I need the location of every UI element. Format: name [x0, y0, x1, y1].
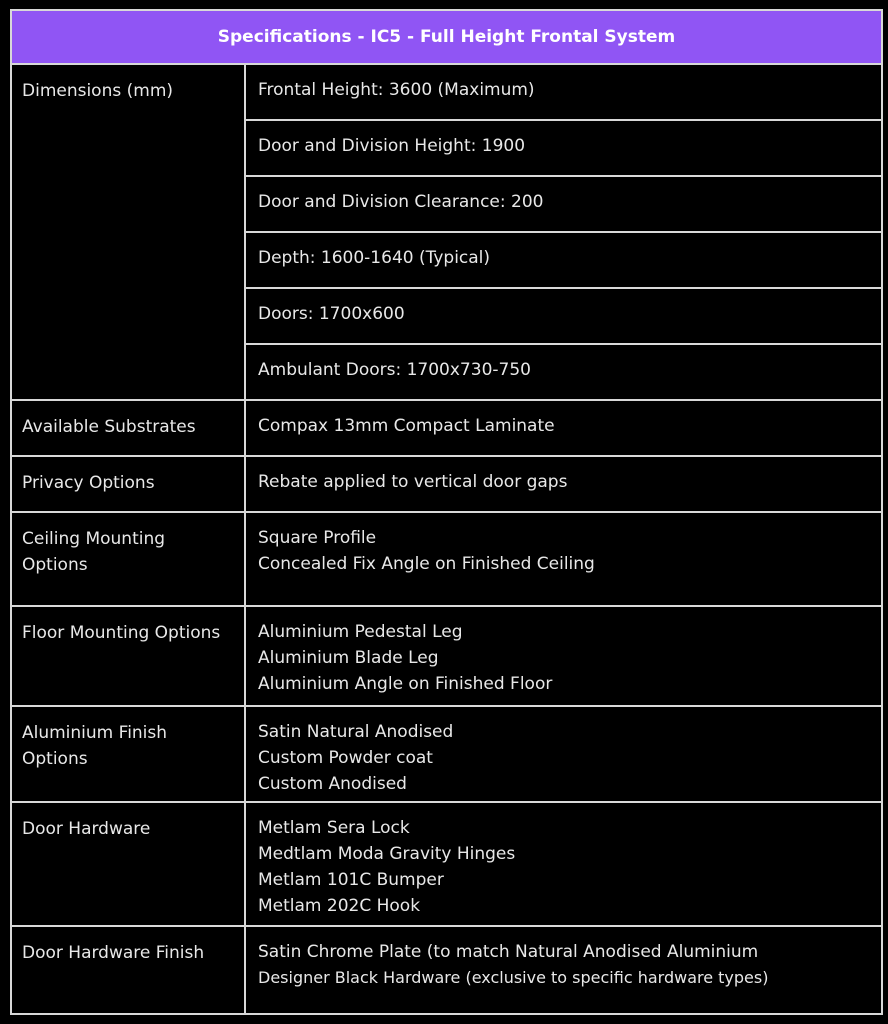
dimensions-label: Dimensions (mm) — [11, 64, 245, 400]
value-line: Aluminium Pedestal Leg — [258, 622, 463, 642]
row-value-substrates — [245, 400, 882, 456]
dimension-value: Door and Division Height: 1900 — [245, 120, 882, 176]
row-value-door-hardware-finish — [245, 926, 882, 1014]
dimension-value: Frontal Height: 3600 (Maximum) — [245, 64, 882, 120]
row-label-aluminium-finish: Aluminium Finish Options — [11, 706, 245, 802]
dimension-value: Doors: 1700x600 — [245, 288, 882, 344]
value-line: Square Profile — [258, 528, 377, 548]
row-value-aluminium-finish — [245, 706, 882, 802]
value-line: Custom Anodised — [258, 774, 407, 794]
value-line: Concealed Fix Angle on Finished Ceiling — [258, 554, 595, 574]
row-label-privacy: Privacy Options — [11, 456, 245, 512]
row-label-door-hardware: Door Hardware — [11, 802, 245, 926]
dimension-value: Ambulant Doors: 1700x730-750 — [245, 344, 882, 400]
value-line: Designer Black Hardware (exclusive to specific hardware types) — [258, 968, 769, 987]
value-line: Medtlam Moda Gravity Hinges — [258, 844, 516, 864]
value-line: Rebate applied to vertical door gaps — [258, 472, 568, 492]
row-value-floor-mounting — [245, 606, 882, 706]
row-value-privacy — [245, 456, 882, 512]
value-line: Aluminium Blade Leg — [258, 648, 439, 668]
row-label-substrates: Available Substrates — [11, 400, 245, 456]
row-label-door-hardware-finish: Door Hardware Finish — [11, 926, 245, 1014]
value-line: Satin Chrome Plate (to match Natural Anodised Aluminium — [258, 942, 759, 962]
value-line: Custom Powder coat — [258, 748, 433, 768]
dimension-value: Door and Division Clearance: 200 — [245, 176, 882, 232]
table-title: Specifications - IC5 - Full Height Frontal System — [11, 10, 882, 64]
value-line: Metlam 101C Bumper — [258, 870, 444, 890]
row-value-door-hardware — [245, 802, 882, 926]
row-value-ceiling-mounting — [245, 512, 882, 606]
specifications-table — [10, 9, 883, 1015]
value-line: Metlam Sera Lock — [258, 818, 410, 838]
value-line: Metlam 202C Hook — [258, 896, 421, 916]
row-label-floor-mounting: Floor Mounting Options — [11, 606, 245, 706]
value-line: Satin Natural Anodised — [258, 722, 454, 742]
value-line: Aluminium Angle on Finished Floor — [258, 674, 553, 694]
row-label-ceiling-mounting: Ceiling Mounting Options — [11, 512, 245, 606]
dimension-value: Depth: 1600-1640 (Typical) — [245, 232, 882, 288]
value-line: Compax 13mm Compact Laminate — [258, 416, 555, 436]
